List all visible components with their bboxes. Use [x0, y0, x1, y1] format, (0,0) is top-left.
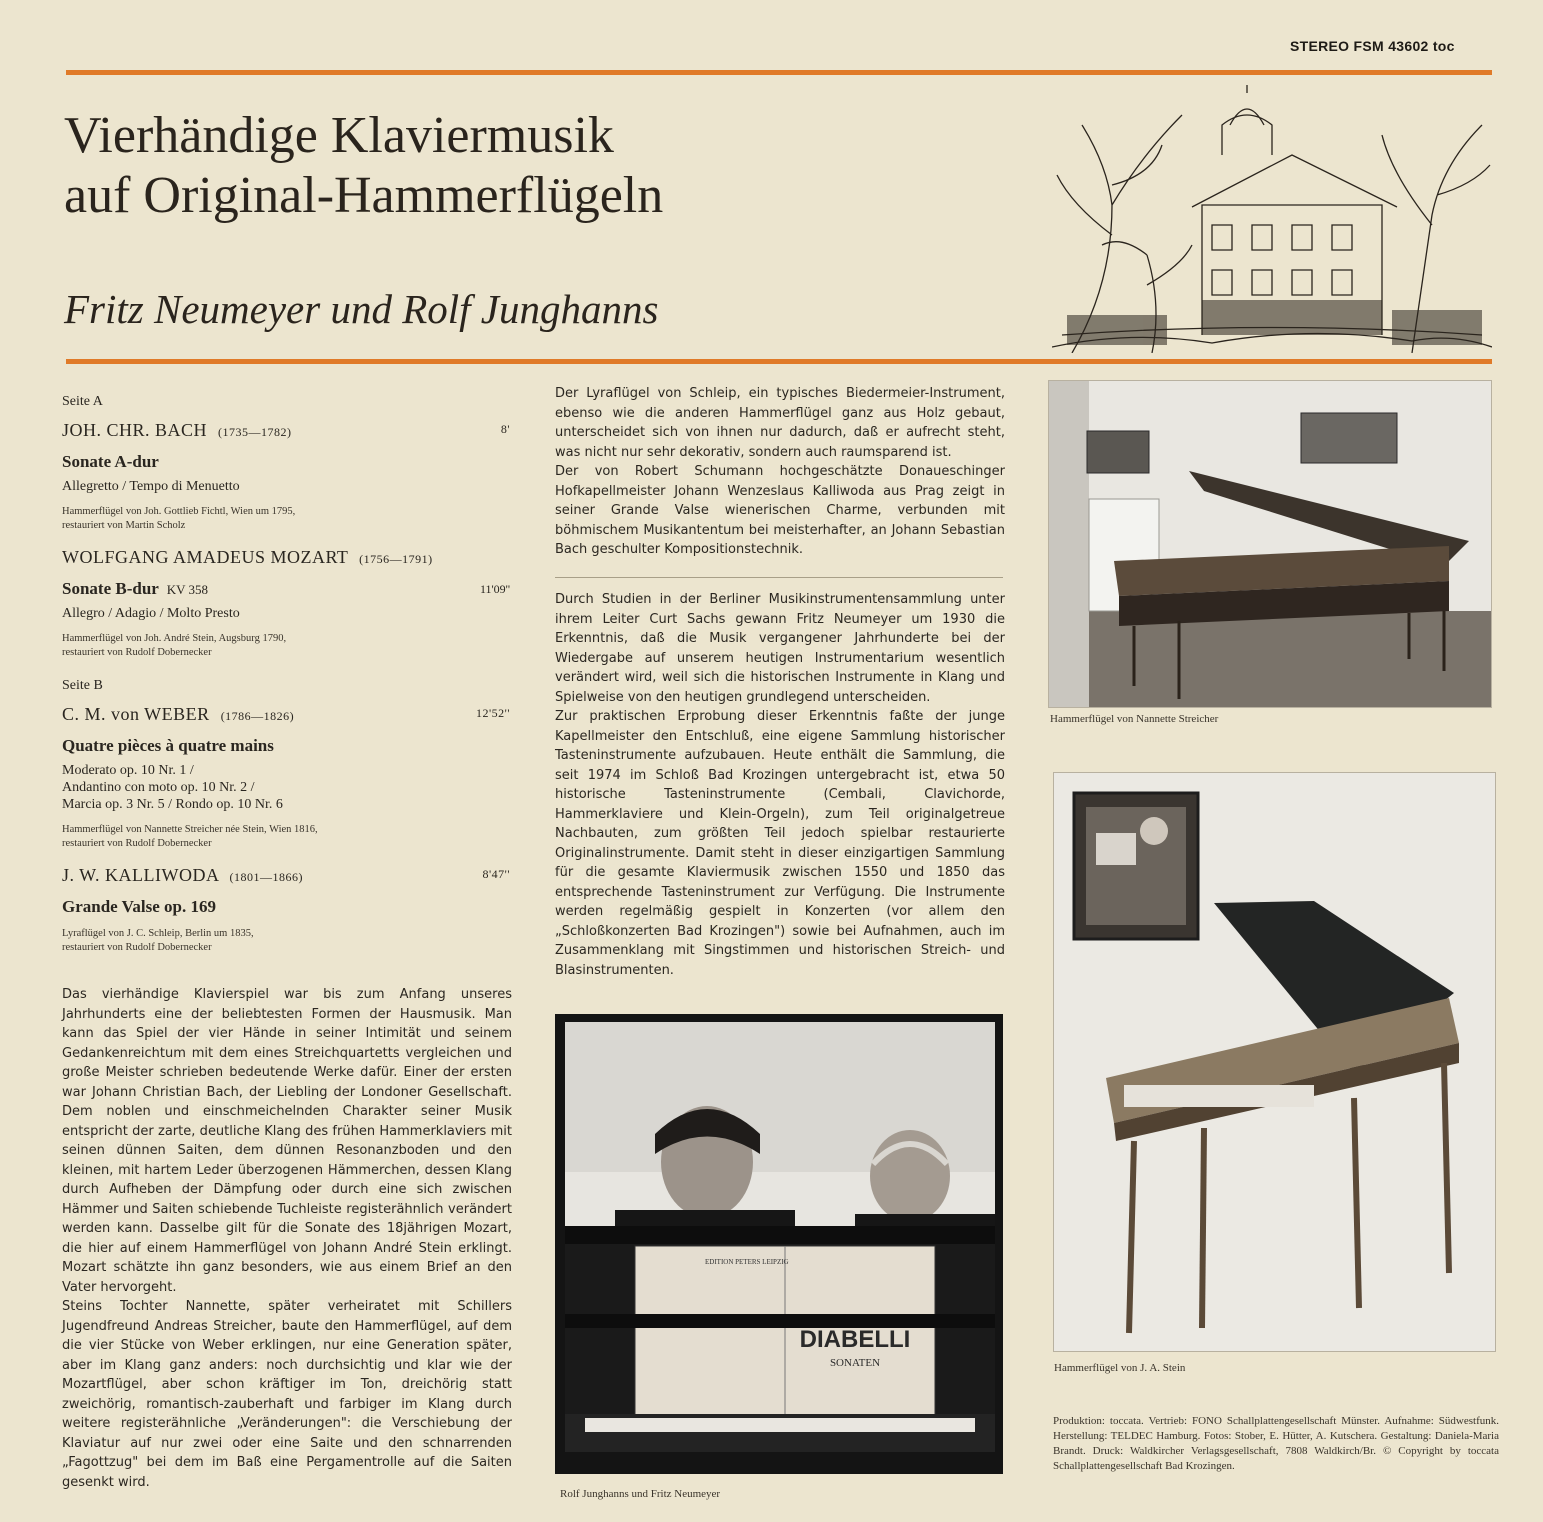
work-title-text: Quatre pièces à quatre mains	[62, 736, 274, 755]
liner-notes-column2-top	[555, 384, 1005, 560]
instrument-line: restauriert von Rudolf Dobernecker	[62, 838, 212, 849]
instrument-line: restauriert von Rudolf Dobernecker	[62, 647, 212, 658]
instrument-line: Hammerflügel von Joh. André Stein, Augsburg 1790,	[62, 633, 287, 644]
track-weber	[62, 704, 522, 851]
work-catalog: KV 358	[166, 582, 209, 597]
performers: Fritz Neumeyer und Rolf Junghanns	[64, 286, 659, 332]
composer-dates: (1735—1782)	[218, 425, 292, 439]
work-title-text: Sonate B-dur	[62, 579, 159, 598]
composer-name: WOLFGANG AMADEUS MOZART	[62, 547, 349, 567]
composer-row	[62, 704, 522, 728]
composer-name: JOH. CHR. BACH	[62, 420, 208, 440]
column-divider	[555, 577, 1003, 578]
paragraph: Zur praktischen Erprobung dieser Erkenntnis faßte der junge Kapellmeister den Entschluß, eine eigene Sammlung historischer Tasteninstrumente aufzubauen. Heute enthält die Sammlung, die seit 1974 im Schloß Bad Krozingen untergebracht ist, etwa 50 historische Tasteninstrumente (Cembali, Clavichorde, Hammerklaviere und Klein-Orgeln), zum Teil originalgetreue Nachbauten, zum größten Teil jedoch spielbar restaurierte Originalinstrumente. Damit steht in dieser einzigartigen Sammlung für die gesamte Klaviermusik zwischen 1550 und 1850 das entsprechende Tasteninstrument zur Verfügung. Die Instrumente werden regelmäßig gespielt in Konzerten (vor allem den „Schloßkonzerten Bad Krozingen") sowie bei Aufnahmen, auch im Zusammenklang mit Singstimmen und historischen Streich- und Blasinstrumenten.	[555, 709, 1005, 978]
catalog-number: STEREO FSM 43602 toc	[1290, 38, 1455, 54]
album-title-line2: auf Original-Hammerflügeln	[64, 167, 664, 224]
music-book-title: DIABELLI	[799, 1326, 911, 1353]
work-title-text: Sonate A-dur	[62, 452, 159, 471]
track-duration: 12'52''	[476, 706, 510, 720]
album-title-line1: Vierhändige Klaviermusik	[64, 107, 614, 164]
production-credits: Produktion: toccata. Vertrieb: FONO Schallplattengesellschaft Münster. Aufnahme: Südwestfunk. Herstellung: TELDEC Hamburg. Fotos: Stober, E. Hütter, A. Kutschera. Gestaltung: Daniela-Maria Brandt. Druck: Waldkircher Verlagsgesellschaft, 7808 Waldkirch/Br. © Copyright by toccata Schallplattengesellschaft Bad Krozingen.	[1053, 1415, 1499, 1472]
track-duration: 8'47''	[482, 867, 510, 881]
movement-line: Marcia op. 3 Nr. 5 / Rondo op. 10 Nr. 6	[62, 797, 283, 812]
tracklist	[62, 388, 522, 969]
instrument-note	[62, 505, 522, 533]
paragraph: Steins Tochter Nannette, später verheiratet mit Schillers Jugendfreund Andreas Streicher, baute den Hammerflügel, auf dem die vier Stücke von Weber erklingen, nur eine Generation später, aber im Klang ganz anders: noch durchsichtig und klar wie der Mozartflügel, aber schon kräftiger im Ton, dreichörig statt zweichörig, romantisch-zauberhaft und farbiger im Klang durch weitere registerähnliche „Veränderungen": die Verschiebung der Klaviatur auf nur zwei oder eine Saite und den schnarrenden „Fagottzug" bei dem im Baß eine Pergamentrolle auf die Saiten gesenkt wird.	[62, 1299, 512, 1490]
instrument-note	[62, 632, 522, 660]
track-duration: 8'	[500, 422, 510, 436]
movements	[62, 605, 522, 622]
photo-stein-fortepiano	[1053, 772, 1496, 1352]
instrument-note	[62, 823, 522, 851]
instrument-line: Lyraflügel von J. C. Schleip, Berlin um 1835,	[62, 928, 254, 939]
castle-drawing-illustration	[1052, 85, 1492, 353]
composer-row	[62, 420, 522, 444]
liner-notes-column2-bottom	[555, 590, 1005, 980]
album-title	[64, 106, 1044, 226]
instrument-line: Hammerflügel von Nannette Streicher née Stein, Wien 1816,	[62, 824, 318, 835]
instrument-note	[62, 927, 522, 955]
composer-name: J. W. KALLIWODA	[62, 865, 219, 885]
photo2-caption: Hammerflügel von J. A. Stein	[1054, 1362, 1186, 1374]
instrument-line: restauriert von Martin Scholz	[62, 520, 186, 531]
work-title	[62, 736, 522, 756]
instrument-line: restauriert von Rudolf Dobernecker	[62, 942, 212, 953]
paragraph: Durch Studien in der Berliner Musikinstrumentensammlung unter ihrem Leiter Curt Sachs gewann Fritz Neumeyer um 1930 die Erkenntnis, daß die Musik vergangener Jahrhunderte bei der Wiedergabe auf unserem heutigen Instrumentarium wesentlich verändert wird, weil sich die historischen Instrumente in Klang und Spielweise von den heutigen grundlegend unterscheiden.	[555, 592, 1005, 705]
photo-streicher-fortepiano	[1048, 380, 1492, 708]
movements	[62, 762, 522, 813]
movement-line: Allegro / Adagio / Molto Presto	[62, 606, 240, 621]
track-kalliwoda	[62, 865, 522, 955]
top-orange-rule	[66, 70, 1492, 75]
composer-dates: (1786—1826)	[220, 709, 295, 723]
composer-dates: (1801—1866)	[229, 870, 303, 884]
work-title	[62, 897, 522, 917]
work-title	[62, 452, 522, 472]
photo-performers	[555, 1014, 1003, 1474]
work-title-text: Grande Valse op. 169	[62, 897, 216, 916]
track-bach	[62, 420, 522, 533]
work-title	[62, 579, 522, 599]
composer-dates: (1756—1791)	[359, 552, 433, 566]
instrument-line: Hammerflügel von Joh. Gottlieb Fichtl, Wien um 1795,	[62, 506, 296, 517]
movements	[62, 478, 522, 495]
composer-row	[62, 547, 522, 571]
movement-line: Andantino con moto op. 10 Nr. 2 /	[62, 780, 255, 795]
composer-row	[62, 865, 522, 889]
photo3-caption: Rolf Junghanns und Fritz Neumeyer	[560, 1488, 721, 1500]
liner-notes-column1	[62, 985, 512, 1492]
movement-line: Moderato op. 10 Nr. 1 /	[62, 763, 194, 778]
edition-label: EDITION PETERS LEIPZIG	[705, 1258, 789, 1266]
track-duration: 11'09''	[479, 582, 510, 596]
side-a-label: Seite A	[62, 394, 103, 409]
movement-line: Allegretto / Tempo di Menuetto	[62, 479, 240, 494]
composer-name: C. M. von WEBER	[62, 704, 210, 724]
track-mozart	[62, 547, 522, 660]
paragraph: Der von Robert Schumann hochgeschätzte Donaueschinger Hofkapellmeister Johann Wenzeslaus Kalliwoda aus Prag zeigt in seiner Grande Valse wienerischen Charme, verbunden mit böhmischem Musikantentum bei meisterhafter, an Johann Sebastian Bach geschulter Kompositionstechnik.	[555, 464, 1005, 557]
side-b-label: Seite B	[62, 678, 103, 693]
music-book-subtitle: SONATEN	[829, 1357, 881, 1369]
photo1-caption: Hammerflügel von Nannette Streicher	[1050, 713, 1219, 725]
paragraph: Das vierhändige Klavierspiel war bis zum Anfang unseres Jahrhunderts eine der beliebtesten Formen der Hausmusik. Man kann das Spiel der vier Hände in seiner Intimität und seinem Gedankenreichtum mit dem eines Streichquartetts vergleichen und große Meister schrieben bedeutende Werke dafür. Einer der ersten war Johann Christian Bach, der Liebling der Londoner Gesellschaft. Dem noblen und einschmeichelnden Charakter seiner Musik entspricht der zarte, deutliche Klang des frühen Hammerklaviers mit seinen dünnen Saiten, dem dünnen Resonanzboden und den kleinen, mit hartem Leder überzogenen Hämmerchen, dessen Klang durch Aufheben der Dämpfung oder durch eine sich zwischen Hämmer und Saiten schiebende Tuchleiste registerähnlich verändert werden kann. Dasselbe gilt für die Sonate des 18jährigen Mozart, die hier auf einem Hammerflügel von Johann André Stein erklingt. Mozart schätzte ihn ganz besonders, wie aus einem Brief an den Vater hervorgeht.	[62, 987, 512, 1295]
paragraph: Der Lyraflügel von Schleip, ein typisches Biedermeier-Instrument, ebenso wie die anderen Hammerflügel ganz aus Holz gebaut, unterscheidet sich von ihnen nur dadurch, daß er aufrecht steht, was nicht nur sehr dekorativ, sondern auch raumsparend ist.	[555, 386, 1005, 460]
middle-orange-rule	[66, 359, 1492, 364]
